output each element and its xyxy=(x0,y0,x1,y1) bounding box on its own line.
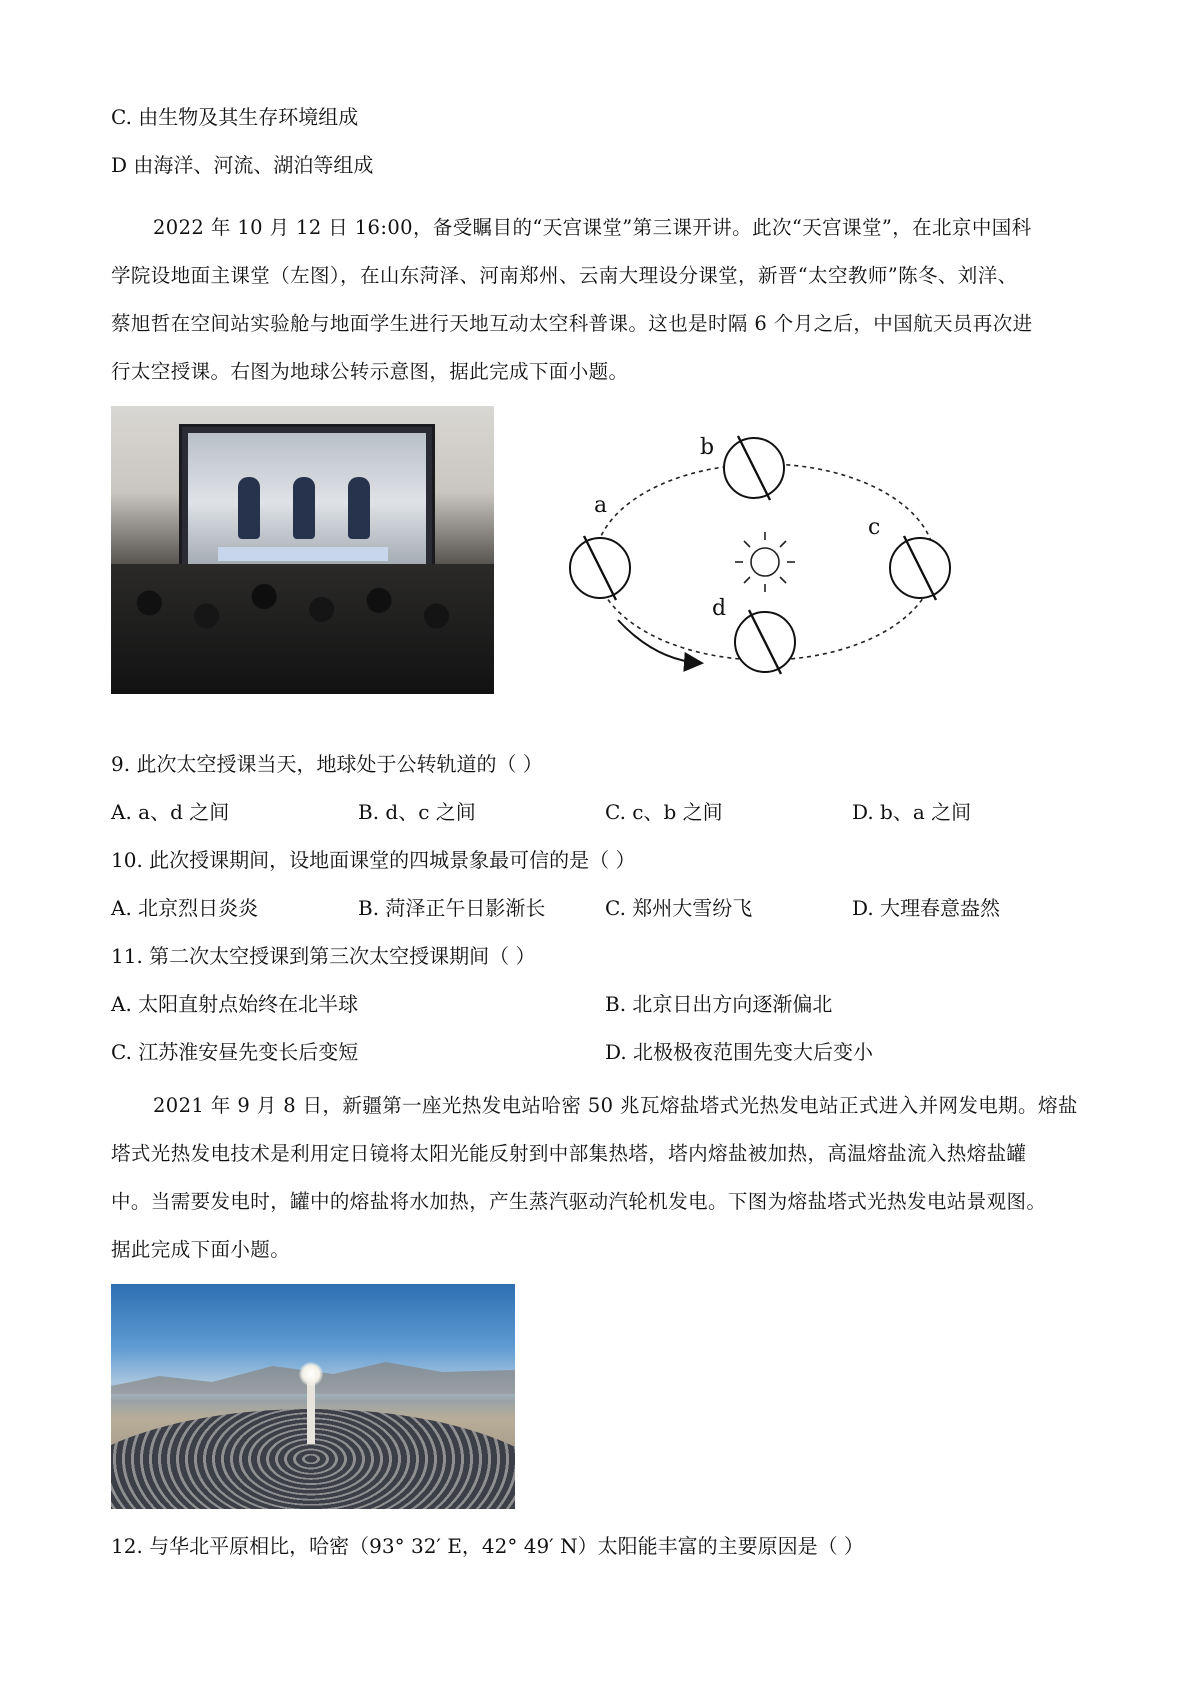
question-10-stem: 10. 此次授课期间，设地面课堂的四城景象最可信的是（ ） xyxy=(111,848,636,872)
passage-line: 中。当需要发电时，罐中的熔盐将水加热，产生蒸汽驱动汽轮机发电。下图为熔盐塔式光热发电站景观图。 xyxy=(111,1190,1047,1213)
question-9-stem: 9. 此次太空授课当天，地球处于公转轨道的（ ） xyxy=(111,752,543,776)
label-c: c xyxy=(868,515,881,540)
revolution-arrow xyxy=(618,620,700,663)
label-b: b xyxy=(700,435,715,460)
q9-option-d: D. b、a 之间 xyxy=(852,800,972,824)
student-crowd xyxy=(111,564,494,694)
q10-option-a: A. 北京烈日炎炎 xyxy=(111,896,259,920)
q10-option-b: B. 菏泽正午日影渐长 xyxy=(358,896,546,920)
question-12-stem: 12. 与华北平原相比，哈密（93° 32′ E，42° 49′ N）太阳能丰富的主要原因是（ ） xyxy=(111,1534,864,1558)
q9-option-a: A. a、d 之间 xyxy=(111,800,230,824)
q10-option-c: C. 郑州大雪纷飞 xyxy=(605,896,753,920)
option-d-prev: D 由海洋、河流、湖泊等组成 xyxy=(111,153,374,177)
passage-line: 学院设地面主课堂（左图），在山东菏泽、河南郑州、云南大理设分课堂，新晋“太空教师”陈冬、刘洋、 xyxy=(111,264,1018,287)
passage-line: 据此完成下面小题。 xyxy=(111,1238,291,1261)
label-d: d xyxy=(712,596,727,621)
q10-option-d: D. 大理春意盎然 xyxy=(852,896,1001,920)
passage-line: 2021 年 9 月 8 日，新疆第一座光热发电站哈密 50 兆瓦熔盐塔式光热发电站正式进入并网发电期。熔盐 xyxy=(153,1094,1078,1117)
earth-position-c xyxy=(890,536,950,600)
q11-option-d: D. 北极极夜范围先变大后变小 xyxy=(605,1040,874,1064)
solar-plant-photo xyxy=(111,1284,515,1509)
q9-option-b: B. d、c 之间 xyxy=(358,800,476,824)
earth-position-b xyxy=(724,436,784,500)
option-c-prev: C. 由生物及其生存环境组成 xyxy=(111,105,359,129)
earth-position-a xyxy=(570,536,630,600)
earth-position-d xyxy=(735,610,795,674)
question-11-stem: 11. 第二次太空授课到第三次太空授课期间（ ） xyxy=(111,944,536,968)
passage-line: 塔式光热发电技术是利用定日镜将太阳光能反射到中部集热塔，塔内熔盐被加热，高温熔盐流入热熔盐罐 xyxy=(111,1142,1027,1165)
passage-solar-plant xyxy=(111,1082,1111,1274)
q9-option-c: C. c、b 之间 xyxy=(605,800,723,824)
q11-option-b: B. 北京日出方向逐渐偏北 xyxy=(605,992,833,1016)
earth-revolution-diagram xyxy=(560,420,970,695)
passage-line: 蔡旭哲在空间站实验舱与地面学生进行天地互动太空科普课。这也是时隔 6 个月之后，中国航天员再次进 xyxy=(111,312,1033,335)
q11-option-a: A. 太阳直射点始终在北半球 xyxy=(111,992,359,1016)
sun-icon xyxy=(735,532,795,592)
classroom-photo xyxy=(111,406,494,694)
passage-line: 2022 年 10 月 12 日 16:00，备受瞩目的“天宫课堂”第三课开讲。此次“天宫课堂”，在北京中国科 xyxy=(153,216,1032,239)
q11-option-c: C. 江苏淮安昼先变长后变短 xyxy=(111,1040,359,1064)
label-a: a xyxy=(594,493,608,518)
tv-screen xyxy=(179,424,435,580)
passage-line: 行太空授课。右图为地球公转示意图，据此完成下面小题。 xyxy=(111,360,629,383)
passage-tiangong xyxy=(111,204,1111,396)
